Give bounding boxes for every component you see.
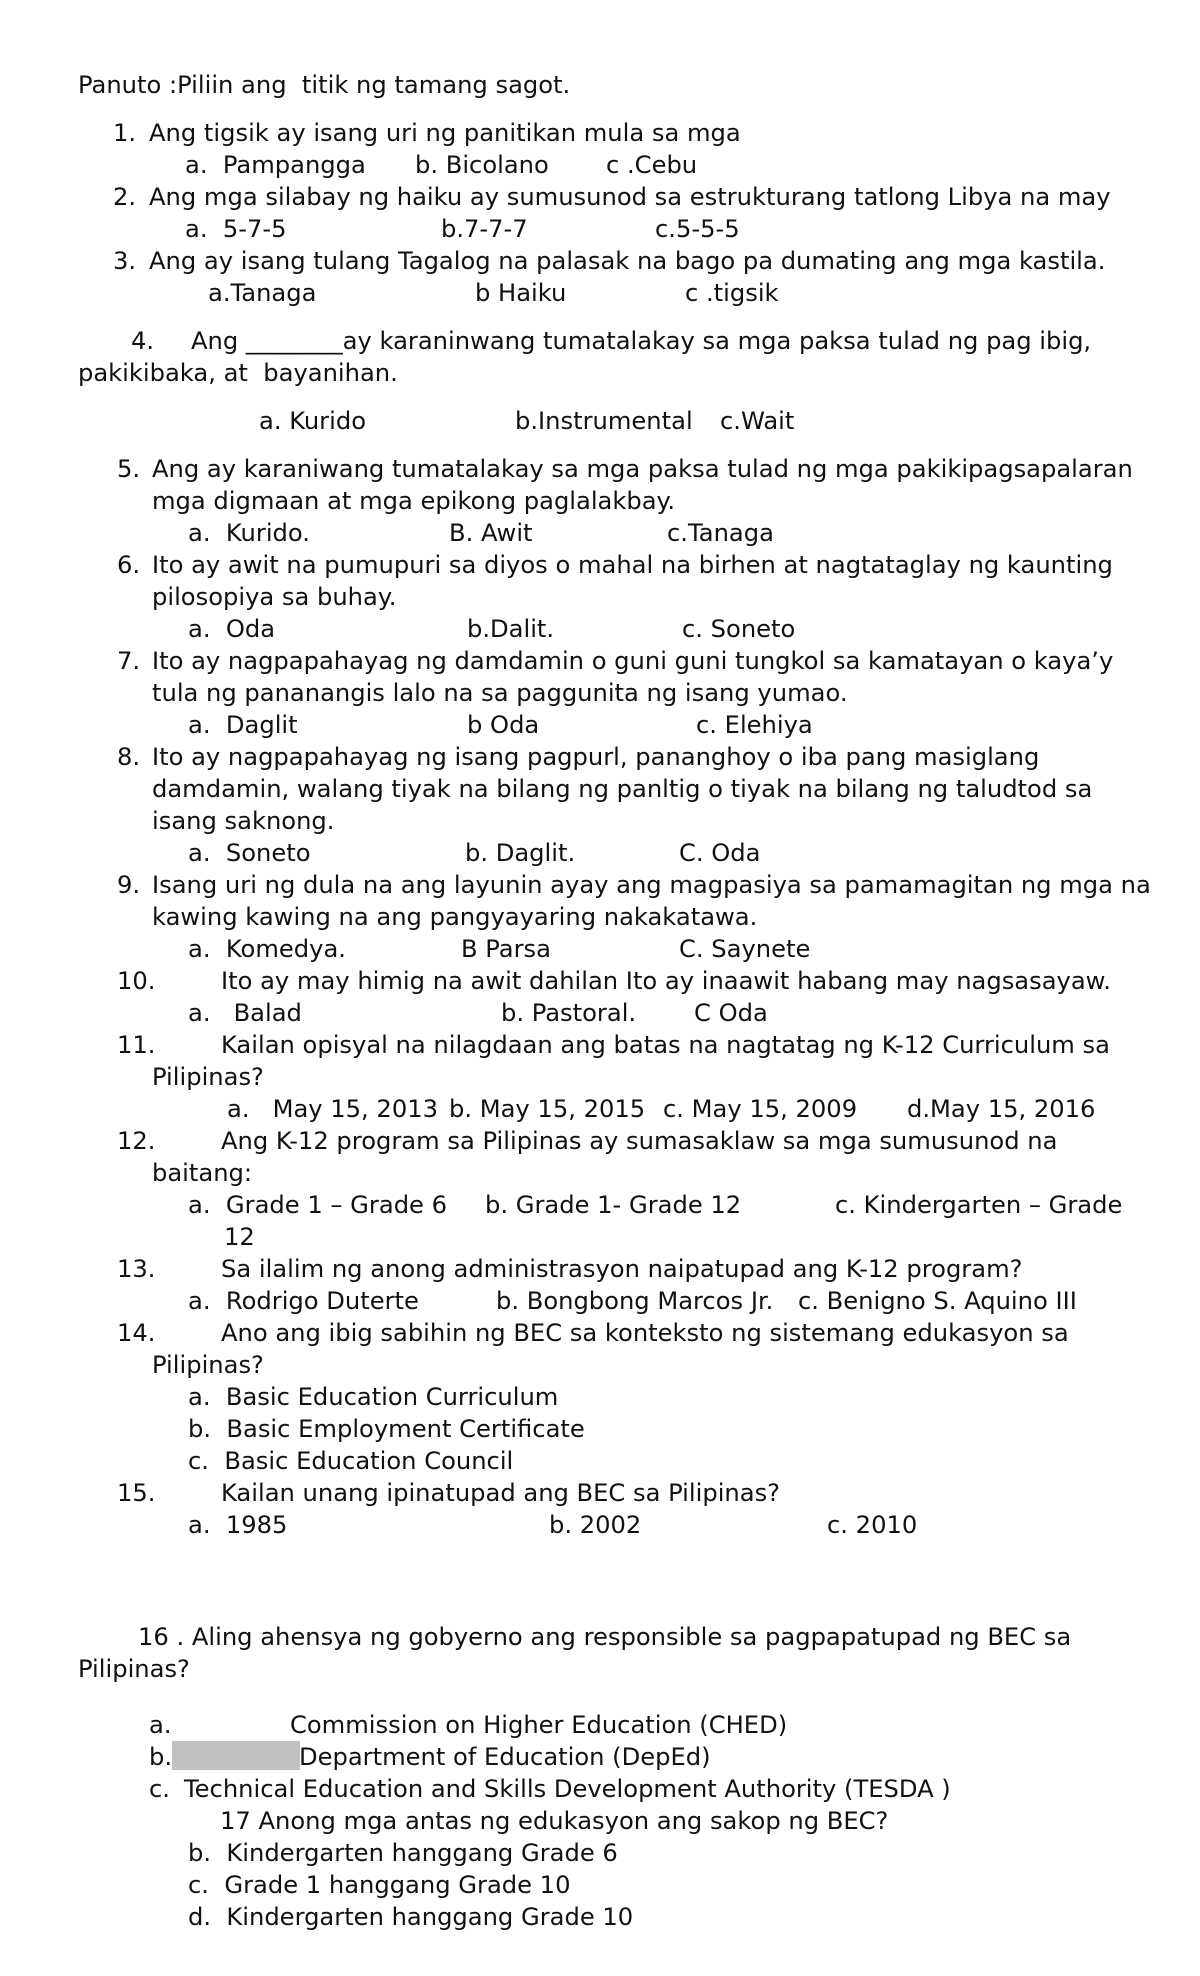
- question-text: Ang tigsik ay isang uri ng panitikan mula sa mga: [149, 119, 741, 147]
- choice-b: b. Grade 1- Grade 12: [485, 1191, 742, 1219]
- choice-c: c. Basic Education Council: [188, 1447, 514, 1475]
- question-text: Ang K-12 program sa Pilipinas ay sumasaklaw sa mga sumusunod na: [221, 1127, 1058, 1155]
- question-number: 10.: [117, 967, 156, 995]
- question-number: 15.: [117, 1479, 156, 1507]
- choice-b: B Parsa: [461, 935, 551, 963]
- question-number: 11.: [117, 1031, 156, 1059]
- choice-b: B. Awit: [449, 519, 533, 547]
- choice-c: C. Saynete: [679, 935, 811, 963]
- choice-b: b. Bicolano: [415, 151, 549, 179]
- question-number: 5.: [117, 455, 141, 483]
- question-text-continued: mga digmaan at mga epikong paglalakbay.: [152, 487, 676, 515]
- choice-a: Commission on Higher Education (CHED): [290, 1711, 788, 1739]
- question-number: 9.: [117, 871, 141, 899]
- question-text: Sa ilalim ng anong administrasyon naipatupad ang K-12 program?: [221, 1255, 1023, 1283]
- choice-a: a. Grade 1 – Grade 6: [188, 1191, 447, 1219]
- question-text-continued: kawing kawing na ang pangyayaring nakakatawa.: [152, 903, 758, 931]
- choice-a: a. Kurido: [259, 407, 367, 435]
- choice-b: b. Daglit.: [465, 839, 576, 867]
- choice-c: c. Kindergarten – Grade: [835, 1191, 1123, 1219]
- choice-letter-a: a.: [149, 1711, 172, 1739]
- choice-b: b. 2002: [549, 1511, 642, 1539]
- choice-c: c.5-5-5: [655, 215, 740, 243]
- choice-b: b. Basic Employment Certificate: [188, 1415, 585, 1443]
- question-text: Isang uri ng dula na ang layunin ayay ang magpasiya sa pamamagitan ng mga na: [152, 871, 1151, 899]
- choice-c: c. Soneto: [682, 615, 796, 643]
- choice-letter-b: b.: [149, 1743, 173, 1771]
- question-text: Ang ________ay karaninwang tumatalakay sa mga paksa tulad ng pag ibig,: [191, 327, 1092, 355]
- choice-b: b. May 15, 2015: [449, 1095, 646, 1123]
- question-text: Ito ay awit na pumupuri sa diyos o mahal na birhen at nagtataglay ng kaunting: [152, 551, 1113, 579]
- choice-a: a. 1985: [188, 1511, 288, 1539]
- choice-c: c .tigsik: [685, 279, 779, 307]
- choice-b: b.7-7-7: [441, 215, 528, 243]
- question-text-continued: tula ng pananangis lalo na sa paggunita ng isang yumao.: [152, 679, 848, 707]
- choice-c: c. Benigno S. Aquino III: [798, 1287, 1077, 1315]
- question-text-continued: Pilipinas?: [152, 1351, 264, 1379]
- question-text: Ang ay isang tulang Tagalog na palasak na bago pa dumating ang mga kastila.: [149, 247, 1106, 275]
- question-number: 4.: [131, 327, 155, 355]
- choice-b: b. Bongbong Marcos Jr.: [496, 1287, 774, 1315]
- question-number: 14.: [117, 1319, 156, 1347]
- choice-b: b. Kindergarten hanggang Grade 6: [188, 1839, 618, 1867]
- question-number: 13.: [117, 1255, 156, 1283]
- question-number: 1.: [113, 119, 137, 147]
- choice-c: c. Grade 1 hanggang Grade 10: [188, 1871, 571, 1899]
- question-text-continued: isang saknong.: [152, 807, 335, 835]
- question-text: Ano ang ibig sabihin ng BEC sa konteksto ng sistemang edukasyon sa: [221, 1319, 1069, 1347]
- choice-c: c. 2010: [827, 1511, 918, 1539]
- choice-a: a. Basic Education Curriculum: [188, 1383, 559, 1411]
- question-text-continued: pilosopiya sa buhay.: [152, 583, 397, 611]
- choice-d: d. Kindergarten hanggang Grade 10: [188, 1903, 634, 1931]
- choice-a: a.Tanaga: [208, 279, 317, 307]
- choice-d: d.May 15, 2016: [907, 1095, 1096, 1123]
- choice-a: a. 5-7-5: [185, 215, 287, 243]
- choice-b: b.Dalit.: [467, 615, 555, 643]
- question-text-continued: Pilipinas?: [78, 1655, 190, 1683]
- choice-a: a. Soneto: [188, 839, 311, 867]
- question-text: Kailan opisyal na nilagdaan ang batas na nagtatag ng K-12 Curriculum sa: [221, 1031, 1110, 1059]
- choice-a: a. Balad: [188, 999, 302, 1027]
- question-text-continued: baitang:: [152, 1159, 253, 1187]
- choice-c: C Oda: [694, 999, 768, 1027]
- choice-c: c.Wait: [720, 407, 795, 435]
- choice-a: a. Kurido.: [188, 519, 310, 547]
- question-text: Kailan unang ipinatupad ang BEC sa Pilipinas?: [221, 1479, 781, 1507]
- choice-a: a. Rodrigo Duterte: [188, 1287, 419, 1315]
- question-text-continued: Pilipinas?: [152, 1063, 264, 1091]
- highlight-mark: [172, 1741, 300, 1770]
- question-number: 7.: [117, 647, 141, 675]
- question-text: Ang ay karaniwang tumatalakay sa mga paksa tulad ng mga pakikipagsapalaran: [152, 455, 1133, 483]
- choice-b: b Haiku: [475, 279, 567, 307]
- choice-b: Department of Education (DepEd): [299, 1743, 711, 1771]
- choice-b: b.Instrumental: [515, 407, 693, 435]
- choice-letter-c: c.: [149, 1775, 170, 1803]
- question-text: Ito ay may himig na awit dahilan Ito ay inaawit habang may nagsasayaw.: [221, 967, 1111, 995]
- question-text: 17 Anong mga antas ng edukasyon ang sakop ng BEC?: [220, 1807, 889, 1835]
- question-text: 16 . Aling ahensya ng gobyerno ang responsible sa pagpapatupad ng BEC sa: [138, 1623, 1072, 1651]
- choice-c: C. Oda: [679, 839, 761, 867]
- question-text: Ito ay nagpapahayag ng isang pagpurl, pananghoy o iba pang masiglang: [152, 743, 1040, 771]
- choice-c-continued: 12: [224, 1223, 255, 1251]
- question-text-continued: damdamin, walang tiyak na bilang ng panltig o tiyak na bilang ng taludtod sa: [152, 775, 1093, 803]
- choice-b: b Oda: [467, 711, 540, 739]
- choice-a: a. Pampangga: [185, 151, 366, 179]
- question-number: 3.: [113, 247, 137, 275]
- choice-c: c. May 15, 2009: [663, 1095, 858, 1123]
- question-number: 6.: [117, 551, 141, 579]
- question-number: 2.: [113, 183, 137, 211]
- question-number: 8.: [117, 743, 141, 771]
- question-text: Ito ay nagpapahayag ng damdamin o guni guni tungkol sa kamatayan o kaya’y: [152, 647, 1114, 675]
- choice-a: a. Komedya.: [188, 935, 346, 963]
- choice-c: Technical Education and Skills Development Authority (TESDA ): [184, 1775, 951, 1803]
- choice-c: c.Tanaga: [667, 519, 774, 547]
- choice-b: b. Pastoral.: [501, 999, 637, 1027]
- choice-c: c. Elehiya: [696, 711, 813, 739]
- choice-a: a. May 15, 2013: [227, 1095, 438, 1123]
- choice-a: a. Oda: [188, 615, 276, 643]
- choice-c: c .Cebu: [606, 151, 698, 179]
- question-text-continued: pakikibaka, at bayanihan.: [78, 359, 398, 387]
- choice-a: a. Daglit: [188, 711, 298, 739]
- instructions: Panuto :Piliin ang titik ng tamang sagot.: [78, 71, 571, 99]
- question-number: 12.: [117, 1127, 156, 1155]
- question-text: Ang mga silabay ng haiku ay sumusunod sa estrukturang tatlong Libya na may: [149, 183, 1111, 211]
